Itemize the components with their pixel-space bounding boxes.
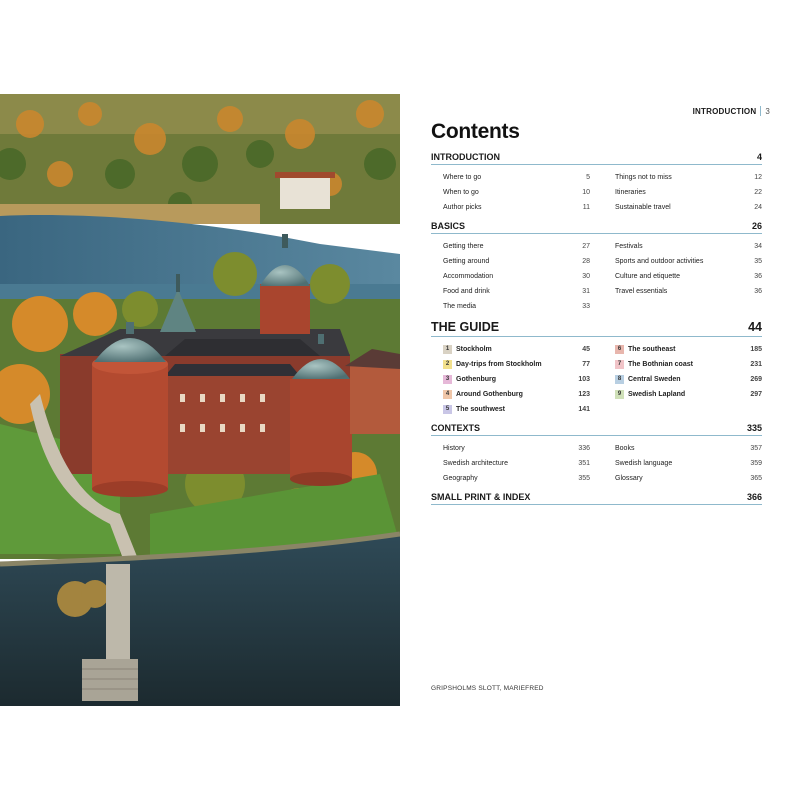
toc-entry-label	[443, 475, 478, 482]
toc-entry-text: Getting around	[443, 258, 490, 265]
toc-entry-page: 31	[582, 288, 590, 295]
toc-entry-page: 365	[750, 475, 762, 482]
toc-entry[interactable]	[615, 456, 762, 471]
section-entries	[431, 436, 762, 486]
toc-entry[interactable]	[443, 456, 590, 471]
toc-entry-label	[615, 288, 667, 295]
toc-entry-label	[443, 288, 490, 295]
toc-entry-page: 269	[750, 376, 762, 383]
section-heading[interactable]	[431, 320, 762, 337]
toc-entry-label	[615, 390, 685, 399]
section-page: 366	[746, 492, 762, 502]
table-of-contents	[431, 152, 762, 511]
entries-column-right	[615, 342, 762, 417]
toc-entry-label	[615, 445, 634, 452]
section-heading[interactable]	[431, 492, 762, 505]
section-entries	[431, 234, 762, 314]
toc-entry-page: 30	[582, 273, 590, 280]
toc-entry-text: Around Gothenburg	[456, 391, 523, 398]
section-entries	[431, 165, 762, 215]
toc-entry-page: 35	[754, 258, 762, 265]
toc-entry-page: 123	[578, 391, 590, 398]
toc-entry-page: 36	[754, 273, 762, 280]
photo-caption: GRIPSHOLMS SLOTT, MARIEFRED	[431, 685, 544, 692]
toc-entry[interactable]	[443, 254, 590, 269]
toc-entry-page: 357	[750, 445, 762, 452]
toc-entry[interactable]	[443, 284, 590, 299]
toc-entry-text: Sustainable travel	[615, 204, 671, 211]
toc-entry-label	[443, 258, 489, 265]
toc-entry[interactable]	[615, 170, 762, 185]
toc-entry[interactable]	[615, 387, 762, 402]
toc-entry-text: Itineraries	[615, 189, 646, 196]
toc-entry-page: 45	[582, 346, 590, 353]
entries-column-right	[615, 170, 762, 215]
toc-entry-label	[615, 174, 672, 181]
toc-entry-label	[443, 243, 483, 250]
toc-entry[interactable]	[443, 185, 590, 200]
toc-entry-text: Author picks	[443, 204, 482, 211]
running-head-divider	[760, 106, 761, 116]
toc-entry[interactable]	[443, 441, 590, 456]
toc-entry-label	[615, 204, 671, 211]
section-entries	[431, 337, 762, 417]
chapter-number-badge: 2	[443, 360, 452, 369]
toc-entry[interactable]	[443, 387, 590, 402]
entries-column-right	[615, 239, 762, 314]
toc-entry-label	[443, 204, 482, 211]
castle-illustration	[0, 94, 400, 706]
chapter-number-badge: 9	[615, 390, 624, 399]
toc-entry-page: 355	[578, 475, 590, 482]
toc-entry-page: 141	[578, 406, 590, 413]
section-page: 4	[756, 152, 762, 162]
toc-entry-text: Accommodation	[443, 273, 494, 280]
toc-entry-page: 36	[754, 288, 762, 295]
toc-entry-page: 103	[578, 376, 590, 383]
section-title: INTRODUCTION	[431, 152, 500, 162]
toc-entry-text: History	[443, 445, 465, 452]
toc-entry-page: 359	[750, 460, 762, 467]
toc-entry[interactable]	[443, 402, 590, 417]
toc-entry-page: 5	[586, 174, 590, 181]
toc-entry-page: 185	[750, 346, 762, 353]
toc-entry-label	[443, 174, 481, 181]
toc-entry-page: 28	[582, 258, 590, 265]
entries-column-left	[443, 342, 590, 417]
toc-entry-page: 231	[750, 361, 762, 368]
toc-entry-page: 297	[750, 391, 762, 398]
toc-entry-text: Sports and outdoor activities	[615, 258, 704, 265]
section-title: CONTEXTS	[431, 423, 481, 433]
section-page: 26	[751, 221, 762, 231]
toc-entry-text: Getting there	[443, 243, 484, 250]
toc-entry-label	[443, 303, 476, 310]
section-page: 44	[748, 320, 762, 334]
toc-entry-label	[443, 375, 496, 384]
entries-column-left	[443, 441, 590, 486]
toc-entry-page: 34	[754, 243, 762, 250]
toc-entry-page: 351	[578, 460, 590, 467]
chapter-number-badge: 8	[615, 375, 624, 384]
toc-entry-page: 22	[754, 189, 762, 196]
toc-entry-label	[615, 258, 703, 265]
toc-entry-text: Swedish Lapland	[628, 391, 686, 398]
toc-entry-text: Swedish architecture	[443, 460, 508, 467]
toc-entry-text: Festivals	[615, 243, 643, 250]
section-page: 335	[746, 423, 762, 433]
chapter-number-badge: 1	[443, 345, 452, 354]
toc-entry-page: 33	[582, 303, 590, 310]
page-title: Contents	[431, 120, 520, 143]
toc-entry-text: Glossary	[615, 475, 643, 482]
toc-entry-label	[443, 345, 492, 354]
toc-entry-text: Travel essentials	[615, 288, 668, 295]
toc-entry-text: Central Sweden	[628, 376, 681, 383]
toc-entry-text: Food and drink	[443, 288, 490, 295]
toc-entry-label	[615, 375, 681, 384]
toc-entry-text: Gothenburg	[456, 376, 497, 383]
toc-entry[interactable]	[443, 357, 590, 372]
toc-entry-label	[443, 390, 523, 399]
toc-entry[interactable]	[615, 254, 762, 269]
toc-entry-label	[615, 189, 646, 196]
toc-entry-label	[443, 360, 542, 369]
running-head-page: 3	[765, 106, 770, 116]
toc-entry-label	[615, 345, 675, 354]
toc-entry-text: Swedish language	[615, 460, 673, 467]
toc-entry-text: The southeast	[628, 346, 676, 353]
running-head	[693, 106, 770, 116]
toc-entry-label	[615, 243, 643, 250]
toc-entry-page: 77	[582, 361, 590, 368]
toc-entry-label	[615, 360, 693, 369]
toc-entry[interactable]	[443, 170, 590, 185]
toc-entry-page: 24	[754, 204, 762, 211]
toc-entry-text: Geography	[443, 475, 478, 482]
chapter-number-badge: 5	[443, 405, 452, 414]
toc-entry-label	[615, 460, 672, 467]
toc-entry-label	[615, 475, 643, 482]
toc-entry-page: 10	[582, 189, 590, 196]
toc-entry-text: The southwest	[456, 406, 506, 413]
toc-entry[interactable]	[615, 342, 762, 357]
toc-entry[interactable]	[615, 471, 762, 486]
section-heading[interactable]	[431, 152, 762, 165]
section-title: BASICS	[431, 221, 466, 231]
toc-entry[interactable]	[443, 239, 590, 254]
section-heading[interactable]	[431, 423, 762, 436]
toc-entry[interactable]	[615, 372, 762, 387]
toc-entry[interactable]	[615, 269, 762, 284]
toc-entry[interactable]	[443, 200, 590, 215]
toc-entry-page: 12	[754, 174, 762, 181]
section-title: SMALL PRINT & INDEX	[431, 492, 531, 502]
chapter-number-badge: 3	[443, 375, 452, 384]
castle-aerial-photo	[0, 94, 400, 706]
chapter-number-badge: 7	[615, 360, 624, 369]
toc-entry-page: 27	[582, 243, 590, 250]
entries-column-left	[443, 170, 590, 215]
toc-entry[interactable]	[615, 200, 762, 215]
toc-entry[interactable]	[615, 239, 762, 254]
toc-entry-label	[615, 273, 680, 280]
toc-entry-text: Day-trips from Stockholm	[456, 361, 542, 368]
toc-entry-text: Books	[615, 445, 635, 452]
section-spacer	[431, 505, 762, 511]
running-head-section: INTRODUCTION	[692, 106, 757, 116]
toc-entry-label	[443, 405, 505, 414]
toc-entry-page: 11	[582, 204, 590, 211]
toc-entry-text: Things not to miss	[615, 174, 672, 181]
toc-entry[interactable]	[443, 269, 590, 284]
toc-entry-label	[443, 189, 479, 196]
toc-entry-text: When to go	[443, 189, 479, 196]
chapter-number-badge: 4	[443, 390, 452, 399]
toc-entry-text: Stockholm	[456, 346, 492, 353]
toc-entry-page: 336	[578, 445, 590, 452]
toc-entry-text: Where to go	[443, 174, 482, 181]
toc-entry[interactable]	[615, 185, 762, 200]
chapter-number-badge: 6	[615, 345, 624, 354]
entries-column-right	[615, 441, 762, 486]
toc-entry-label	[443, 460, 508, 467]
toc-entry[interactable]	[443, 299, 590, 314]
toc-entry-text: The Bothnian coast	[628, 361, 693, 368]
entries-column-left	[443, 239, 590, 314]
toc-entry-label	[443, 273, 493, 280]
toc-entry-text: Culture and etiquette	[615, 273, 680, 280]
toc-entry[interactable]	[443, 372, 590, 387]
toc-entry-label	[443, 445, 465, 452]
toc-entry[interactable]	[615, 357, 762, 372]
toc-entry[interactable]	[615, 441, 762, 456]
section-title: THE GUIDE	[431, 320, 500, 334]
section-heading[interactable]	[431, 221, 762, 234]
toc-entry[interactable]	[443, 342, 590, 357]
toc-entry[interactable]	[615, 284, 762, 299]
toc-entry[interactable]	[443, 471, 590, 486]
toc-entry-text: The media	[443, 303, 477, 310]
